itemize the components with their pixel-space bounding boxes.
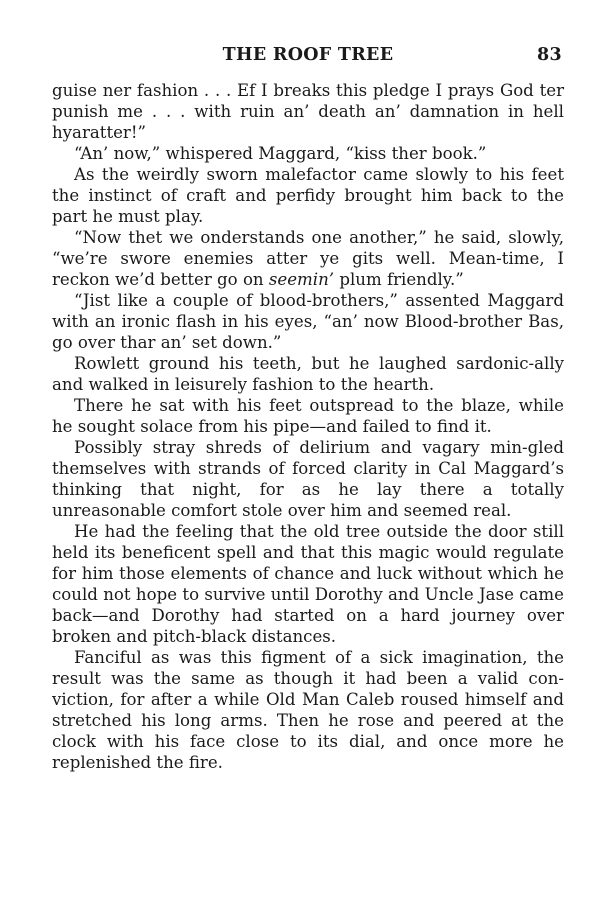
running-head: THE ROOF TREE <box>222 45 394 65</box>
paragraph-4 <box>52 227 564 290</box>
paragraph-6: Rowlett ground his teeth, but he laughed sardonic-ally and walked in leisurely fashion to the hearth. <box>52 354 564 394</box>
paragraph-4-emphasis: seemin’ <box>268 270 335 289</box>
book-page <box>52 42 564 773</box>
paragraph-4-end: plum friendly.” <box>339 270 464 289</box>
paragraph-2: “An’ now,” whispered Maggard, “kiss ther book.” <box>74 144 487 163</box>
paragraph-3: As the weirdly sworn malefactor came slowly to his feet the instinct of craft and perfidy brought him back to the part he must play. <box>52 165 564 226</box>
page-header <box>52 42 564 78</box>
body-text <box>52 80 564 773</box>
paragraph-4-text: “Now thet we onderstands one another,” he said, slowly, “we’re swore enemies atter ye gits well. Mean-time, I reckon we’d better go on <box>52 228 564 289</box>
paragraph-1: guise ner fashion . . . Ef I breaks this pledge I prays God ter punish me . . . with ruin an’ death an’ damnation in hell hyaratter!” <box>52 81 564 142</box>
paragraph-7: There he sat with his feet outspread to the blaze, while he sought solace from his pipe—and failed to find it. <box>52 396 564 436</box>
paragraph-5: “Jist like a couple of blood-brothers,” assented Maggard with an ironic flash in his eyes, “an’ now Blood-brother Bas, go over thar an’ set down.” <box>52 291 564 352</box>
paragraph-10: Fanciful as was this figment of a sick imagination, the result was the same as though it had been a valid con-viction, for after a while Old Man Caleb roused himself and stretched his long arms. Then he rose and peered at the clock with his face close to its dial, and once more he replenished the fire. <box>52 648 564 772</box>
page-number: 83 <box>537 45 562 65</box>
paragraph-9: He had the feeling that the old tree outside the door still held its beneficent spell and that this magic would regulate for him those elements of chance and luck without which he could not hope to survive until Dorothy and Uncle Jase came back—and Dorothy had started on a hard journey over broken and pitch-black distances. <box>52 522 564 646</box>
paragraph-8: Possibly stray shreds of delirium and vagary min-gled themselves with strands of forced clarity in Cal Maggard’s thinking that night, for as he lay there a totally unreasonable comfort stole over him and seemed real. <box>52 438 564 520</box>
